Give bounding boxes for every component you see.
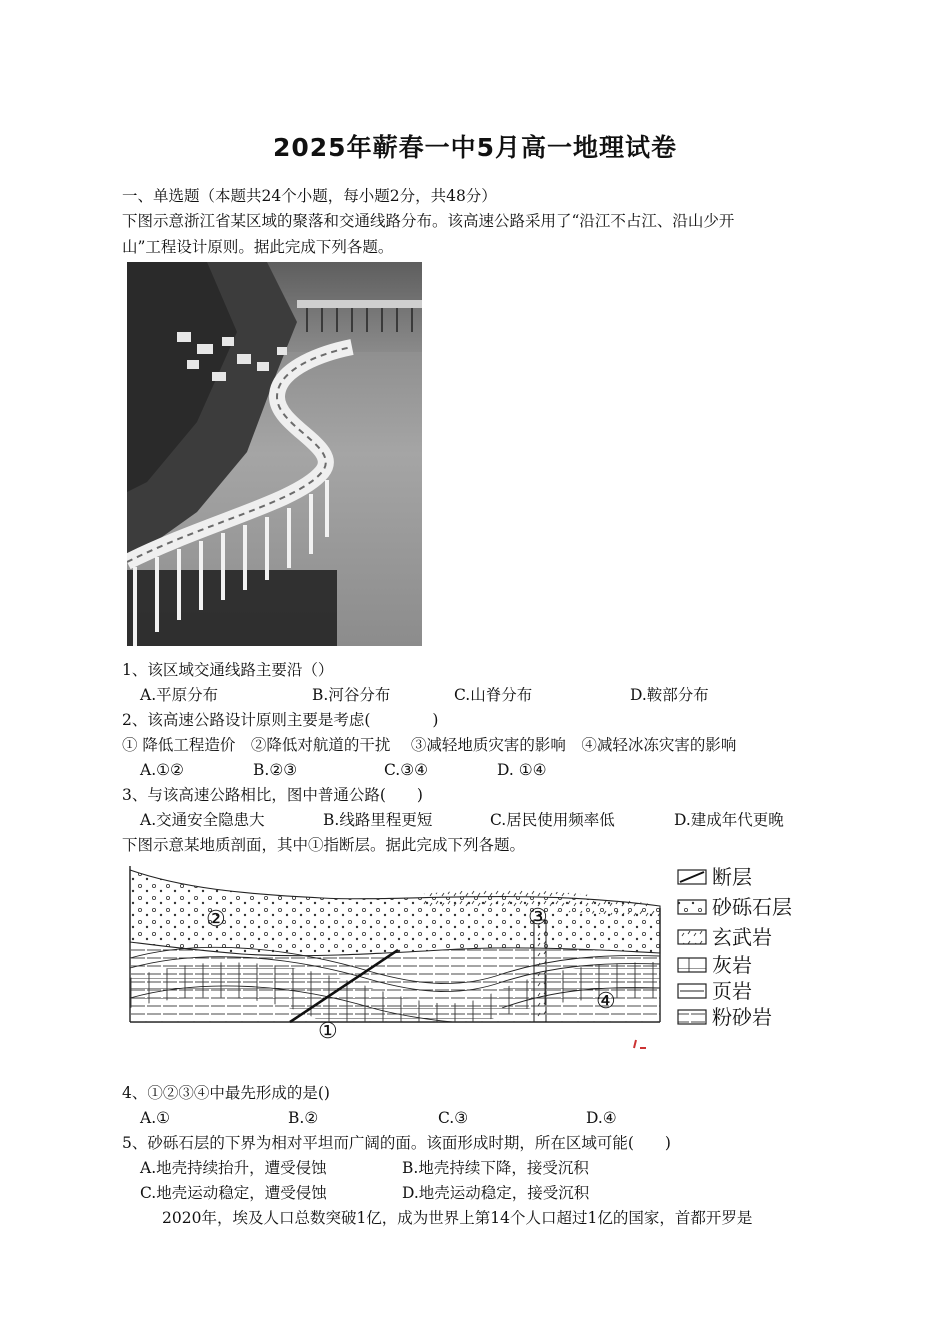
q4-option-c: C.③ (438, 1109, 469, 1127)
q3-option-d: D.建成年代更晚 (674, 811, 784, 829)
q5-option-d: D.地壳运动稳定，接受沉积 (402, 1184, 590, 1202)
geology-diagram (122, 858, 822, 1058)
intro2: 下图示意某地质剖面，其中①指断层。据此完成下列各题。 (122, 836, 526, 854)
intro1-line2: 山”工程设计原则。据此完成下列各题。 (122, 238, 394, 256)
legend-siltstone-swatch (678, 1010, 706, 1024)
marker-3: ③ (528, 905, 548, 930)
highway-photo (127, 262, 422, 646)
q2-items: ① 降低工程造价 ②降低对航道的干扰 ③减轻地质灾害的影响 ④减轻冰冻灾害的影响 (122, 736, 737, 754)
legend-basalt-swatch (678, 930, 706, 944)
page-title: 2025年蕲春一中5月高一地理试卷 (273, 133, 677, 162)
q5-option-c: C.地壳运动稳定，遭受侵蚀 (140, 1184, 327, 1202)
q5-option-a: A.地壳持续抬升，遭受侵蚀 (140, 1159, 327, 1177)
q3-stem: 3、与该高速公路相比，图中普通公路( ) (122, 786, 423, 804)
q4-stem: 4、①②③④中最先形成的是() (122, 1084, 330, 1102)
q5-stem: 5、砂砾石层的下界为相对平坦而广阔的面。该面形成时期，所在区域可能( ) (122, 1134, 671, 1152)
legend-limestone-swatch (678, 958, 706, 972)
q3-option-a: A.交通安全隐患大 (140, 811, 265, 829)
legend-limestone: 灰岩 (712, 953, 752, 977)
q3-option-b: B.线路里程更短 (323, 811, 433, 829)
q2-stem: 2、该高速公路设计原则主要是考虑( ) (122, 711, 439, 729)
legend-gravel-swatch (678, 900, 706, 914)
legend-siltstone: 粉砂岩 (712, 1005, 772, 1029)
q2-option-a: A.①② (140, 761, 184, 779)
q2-option-d: D. ①④ (497, 761, 547, 779)
q1-stem: 1、该区域交通线路主要沿（） (122, 661, 334, 679)
q2-option-b: B.②③ (253, 761, 298, 779)
q1-option-b: B.河谷分布 (312, 686, 391, 704)
q4-option-a: A.① (140, 1109, 171, 1127)
legend-shale: 页岩 (712, 979, 752, 1003)
q3-option-c: C.居民使用频率低 (490, 811, 615, 829)
legend-gravel: 砂砾石层 (712, 895, 792, 919)
legend-basalt: 玄武岩 (712, 925, 772, 949)
q4-option-b: B.② (288, 1109, 319, 1127)
intro1-line1: 下图示意浙江省某区域的聚落和交通线路分布。该高速公路采用了“沿江不占江、沿山少开 (122, 212, 735, 230)
marker-4: ④ (596, 989, 616, 1014)
marker-1: ① (318, 1019, 338, 1044)
intro3: 2020年，埃及人口总数突破1亿，成为世界上第14个人口超过1亿的国家，首都开罗是 (162, 1209, 753, 1227)
red-mark (634, 1040, 646, 1048)
section-heading: 一、单选题（本题共24个小题，每小题2分，共48分） (122, 187, 497, 205)
legend-fault: 断层 (712, 865, 752, 889)
q4-option-d: D.④ (586, 1109, 617, 1127)
q1-option-a: A.平原分布 (140, 686, 219, 704)
q2-option-c: C.③④ (384, 761, 429, 779)
q5-option-b: B.地壳持续下降，接受沉积 (402, 1159, 589, 1177)
q1-option-d: D.鞍部分布 (630, 686, 709, 704)
q1-option-c: C.山脊分布 (454, 686, 533, 704)
marker-2: ② (206, 907, 226, 932)
